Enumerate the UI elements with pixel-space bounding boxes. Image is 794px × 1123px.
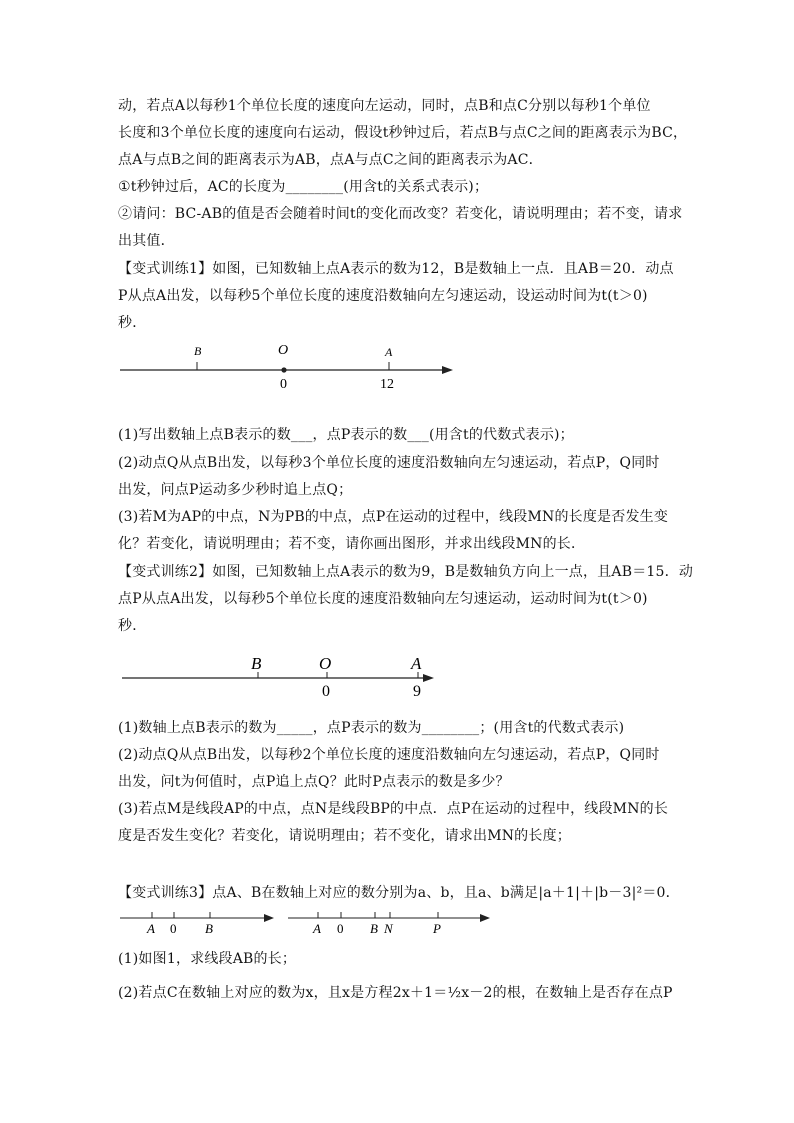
tick-label-0: 0 [170, 921, 177, 936]
label-a: A [385, 345, 393, 359]
text-line: (3)若M为AP的中点，N为PB的中点，点P在运动的过程中，线段MN的长度是否发生变 [118, 509, 669, 525]
tick-label-0: 0 [322, 683, 330, 700]
text-line: P从点A出发，以每秒5个单位长度的速度沿数轴向左匀速运动，设运动时间为t(t＞0) [118, 288, 648, 304]
tick-label-12: 12 [380, 377, 394, 392]
label-a: A [147, 921, 155, 936]
label-b: B [251, 654, 262, 673]
text-line: (1)数轴上点B表示的数为_____，点P表示的数为________；(用含t的代数式表示) [118, 720, 625, 736]
label-b: B [194, 344, 202, 358]
text-line: 秒． [118, 315, 147, 331]
text-line: (1)写出数轴上点B表示的数___，点P表示的数___(用含t的代数式表示)； [118, 427, 574, 443]
text-line: ②请问：BC-AB的值是否会随着时间t的变化而改变？若变化，请说明理由；若不变，请求 [118, 206, 683, 222]
text-line: 化？若变化，请说明理由；若不变，请你画出图形，并求出线段MN的长． [118, 536, 586, 552]
exercise-heading-1: 【变式训练1】如图，已知数轴上点A表示的数为12，B是数轴上一点．且AB＝20．动点 [118, 261, 674, 277]
text-line: (3)若点M是线段AP的中点，点N是线段BP的中点．点P在运动的过程中，线段MN的长 [118, 801, 669, 817]
label-o: O [278, 343, 289, 358]
exercise-heading-2: 【变式训练2】如图，已知数轴上点A表示的数为9，B是数轴负方向上一点，且AB＝15．动 [118, 564, 694, 580]
exercise-heading-3: 【变式训练3】点A、B在数轴上对应的数分别为a、b，且a、b满足|a＋1|＋|b－3|²＝0． [118, 885, 680, 901]
label-b: B [370, 921, 378, 936]
text-line: 秒． [118, 618, 147, 634]
text-line: (1)如图1，求线段AB的长； [118, 951, 297, 967]
label-o: O [319, 654, 332, 673]
text-line: 度是否发生变化？若变化，请说明理由；若不变化，请求出MN的长度； [118, 828, 571, 844]
label-b: B [205, 921, 213, 936]
text-line: ①t秒钟过后，AC的长度为________(用含t的关系式表示)； [118, 179, 489, 195]
text-line: 出发，问t为何值时，点P追上点Q？此时P点表示的数是多少？ [118, 774, 510, 790]
label-a: A [313, 921, 321, 936]
text-line: (2)动点Q从点B出发，以每秒2个单位长度的速度沿数轴向左匀速运动，若点P，Q同时 [118, 747, 660, 763]
text-line: (2)动点Q从点B出发，以每秒3个单位长度的速度沿数轴向左匀速运动，若点P，Q同时 [118, 455, 660, 471]
text-line: 出发，问点P运动多少秒时追上点Q； [118, 482, 353, 498]
text-line: 动，若点A以每秒1个单位长度的速度向左运动，同时，点B和点C分别以每秒1个单位 [118, 98, 651, 114]
text-line: 点A与点B之间的距离表示为AB，点A与点C之间的距离表示为AC． [118, 152, 543, 168]
tick-label-0: 0 [337, 921, 344, 936]
tick-label-9: 9 [413, 683, 421, 700]
label-p: P [433, 921, 441, 936]
text-line: (2)若点C在数轴上对应的数为x，且x是方程2x＋1＝½x－2的根，在数轴上是否存在点P [118, 985, 673, 1001]
tick-label-0: 0 [280, 377, 287, 392]
label-n: N [384, 921, 393, 936]
label-a: A [411, 654, 422, 673]
text-line: 出其值． [118, 233, 175, 249]
text-line: 长度和3个单位长度的速度向右运动，假设t秒钟过后，若点B与点C之间的距离表示为BC， [118, 125, 688, 141]
text-line: 点P从点A出发，以每秒5个单位长度的速度沿数轴向左匀速运动，运动时间为t(t＞0) [118, 591, 648, 607]
